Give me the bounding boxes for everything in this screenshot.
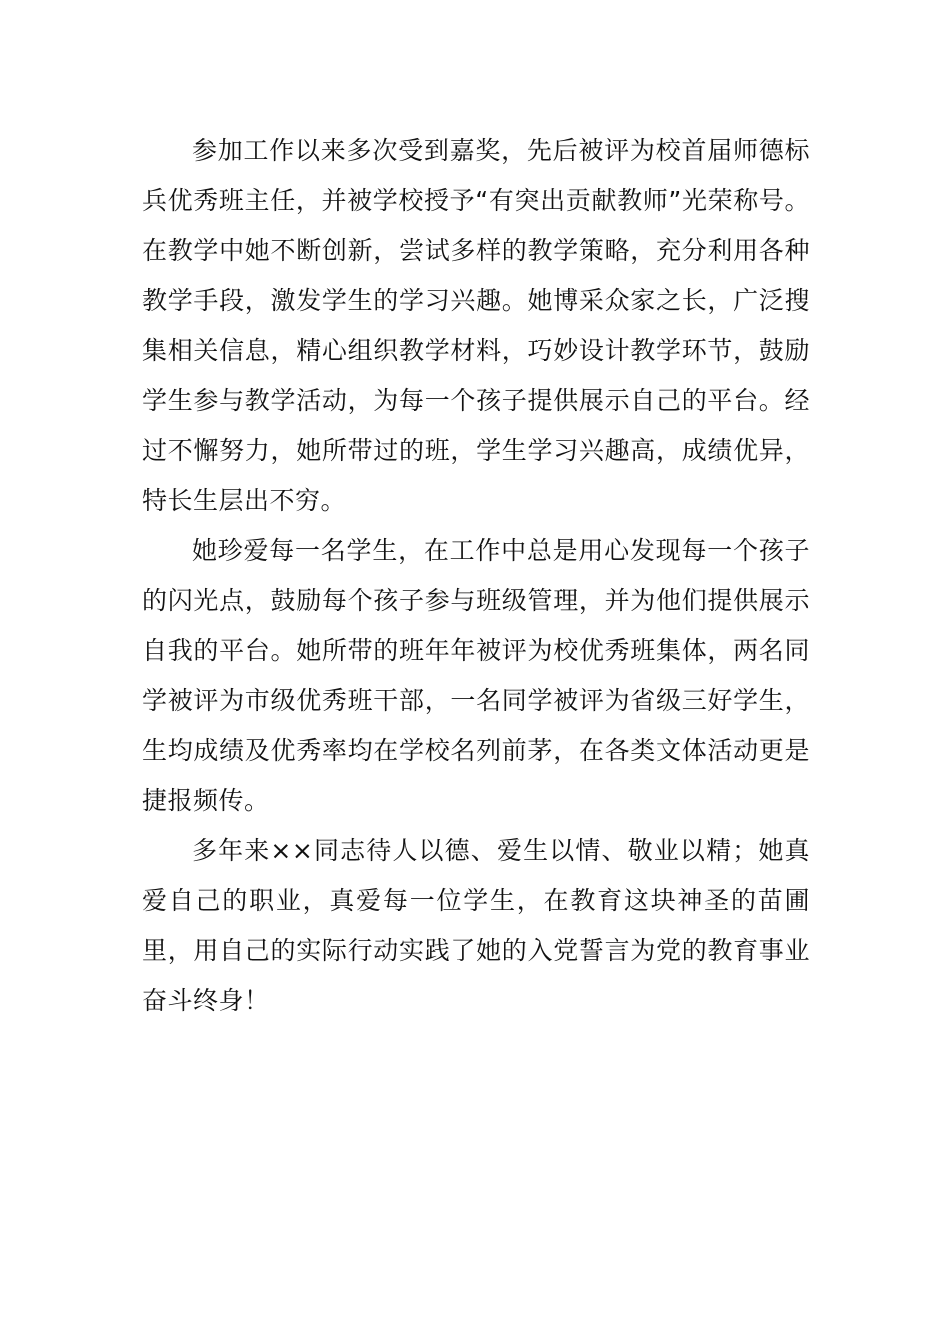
paragraph-2: 她珍爱每一名学生，在工作中总是用心发现每一个孩子的闪光点，鼓励每个孩子参与班级管理，并为他们提供展示自我的平台。她所带的班年年被评为校优秀班集体，两名同学被评为市级优秀班干部，一名同学被评为省级三好学生，生均成绩及优秀率均在学校名列前茅，在各类文体活动更是捷报频传。 [142,536,810,815]
paragraph-3: 多年来××同志待人以德、爱生以情、敬业以精；她真爱自己的职业，真爱每一位学生，在教育这块神圣的苗圃里，用自己的实际行动实践了她的入党誓言为党的教育事业奋斗终身！ [142,836,810,1015]
paragraph-1: 参加工作以来多次受到嘉奖，先后被评为校首届师德标兵优秀班主任，并被学校授予“有突出贡献教师”光荣称号。在教学中她不断创新，尝试多样的教学策略，充分利用各种教学手段，激发学生的学习兴趣。她博采众家之长，广泛搜集相关信息，精心组织教学材料，巧妙设计教学环节，鼓励学生参与教学活动，为每一个孩子提供展示自己的平台。经过不懈努力，她所带过的班，学生学习兴趣高，成绩优异，特长生层出不穷。 [142,136,810,515]
document-body [142,126,810,1026]
